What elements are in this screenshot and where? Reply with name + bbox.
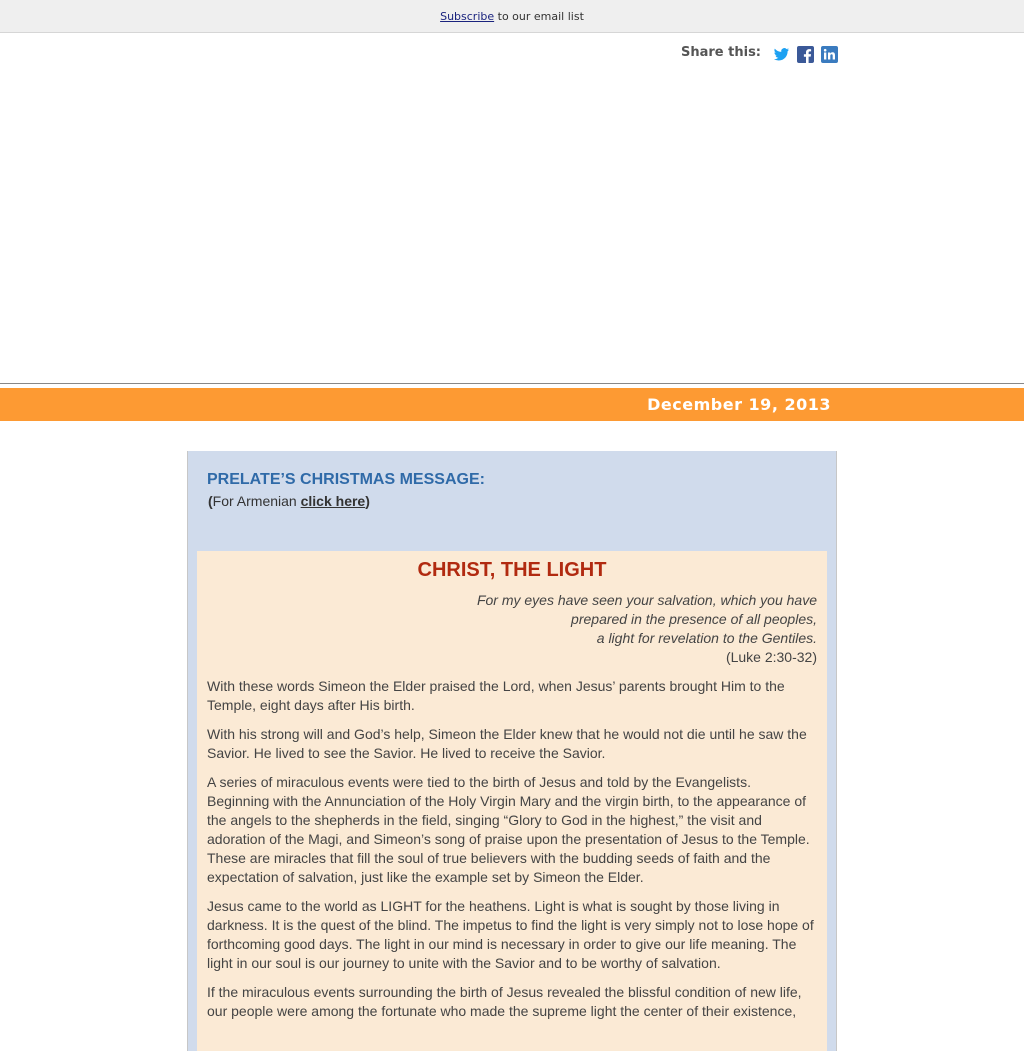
subscribe-suffix: to our email list <box>494 10 584 23</box>
article-paragraph: Jesus came to the world as LIGHT for the heathens. Light is what is sought by those living in darkness. It is the quest of the blind. The impetus to find the light is very simply not to lose hope of forthcoming good days. The light in our mind is necessary in order to give our life meaning. The light in our soul is our journey to unite with the Savior and to be worthy of salvation. <box>207 898 814 971</box>
twitter-icon[interactable] <box>773 46 790 63</box>
article-paragraph: A series of miraculous events were tied to the birth of Jesus and told by the Evangelists. Beginning with the Annunciation of the Holy Virgin Mary and the virgin birth, to the appearance of the angels to the shepherds in the field, singing “Glory to God in the highest,” the visit and adoration of the Magi, and Simeon’s song of praise upon the presentation of Jesus to the Temple. These are miracles that fill the soul of true believers with the budding seeds of faith and the expectation of salvation, just like the example set by Simeon the Elder. <box>207 774 810 885</box>
quote-line: prepared in the presence of all peoples, <box>571 611 817 627</box>
issue-date: December 19, 2013 <box>647 395 831 414</box>
share-bar <box>681 44 845 64</box>
article-paragraph: With these words Simeon the Elder praised the Lord, when Jesus’ parents brought Him to the Temple, eight days after His birth. <box>207 678 785 713</box>
quote-reference: (Luke 2:30-32) <box>725 649 817 665</box>
subscribe-link[interactable]: Subscribe <box>440 10 495 23</box>
paren-open: ( <box>208 493 213 509</box>
click-here-link[interactable]: click here <box>300 493 366 509</box>
paren-close: ) <box>365 493 370 509</box>
article-title: CHRIST, THE LIGHT <box>417 559 607 581</box>
armenian-label: For Armenian <box>212 493 301 509</box>
article-paragraph: With his strong will and God’s help, Simeon the Elder knew that he would not die until he saw the Savior. He lived to see the Savior. He lived to receive the Savior. <box>207 726 807 761</box>
quote-line: For my eyes have seen your salvation, which you have <box>476 592 817 608</box>
panel-title: PRELATE’S CHRISTMAS MESSAGE: <box>207 471 485 488</box>
message-panel <box>187 451 837 1051</box>
subscribe-bar <box>0 0 1024 33</box>
article-paragraph: If the miraculous events surrounding the birth of Jesus revealed the blissful condition of new life, our people were among the fortunate who made the supreme light the center of their existence, <box>207 984 802 1019</box>
share-label: Share this: <box>681 45 762 60</box>
date-banner <box>0 388 1024 421</box>
article-body <box>197 551 827 1051</box>
facebook-icon[interactable] <box>797 46 814 63</box>
armenian-version-note <box>208 493 370 509</box>
header-divider <box>0 383 1024 384</box>
quote-line: a light for revelation to the Gentiles. <box>596 630 817 646</box>
scripture-quote <box>207 591 817 667</box>
linkedin-icon[interactable] <box>821 46 838 63</box>
